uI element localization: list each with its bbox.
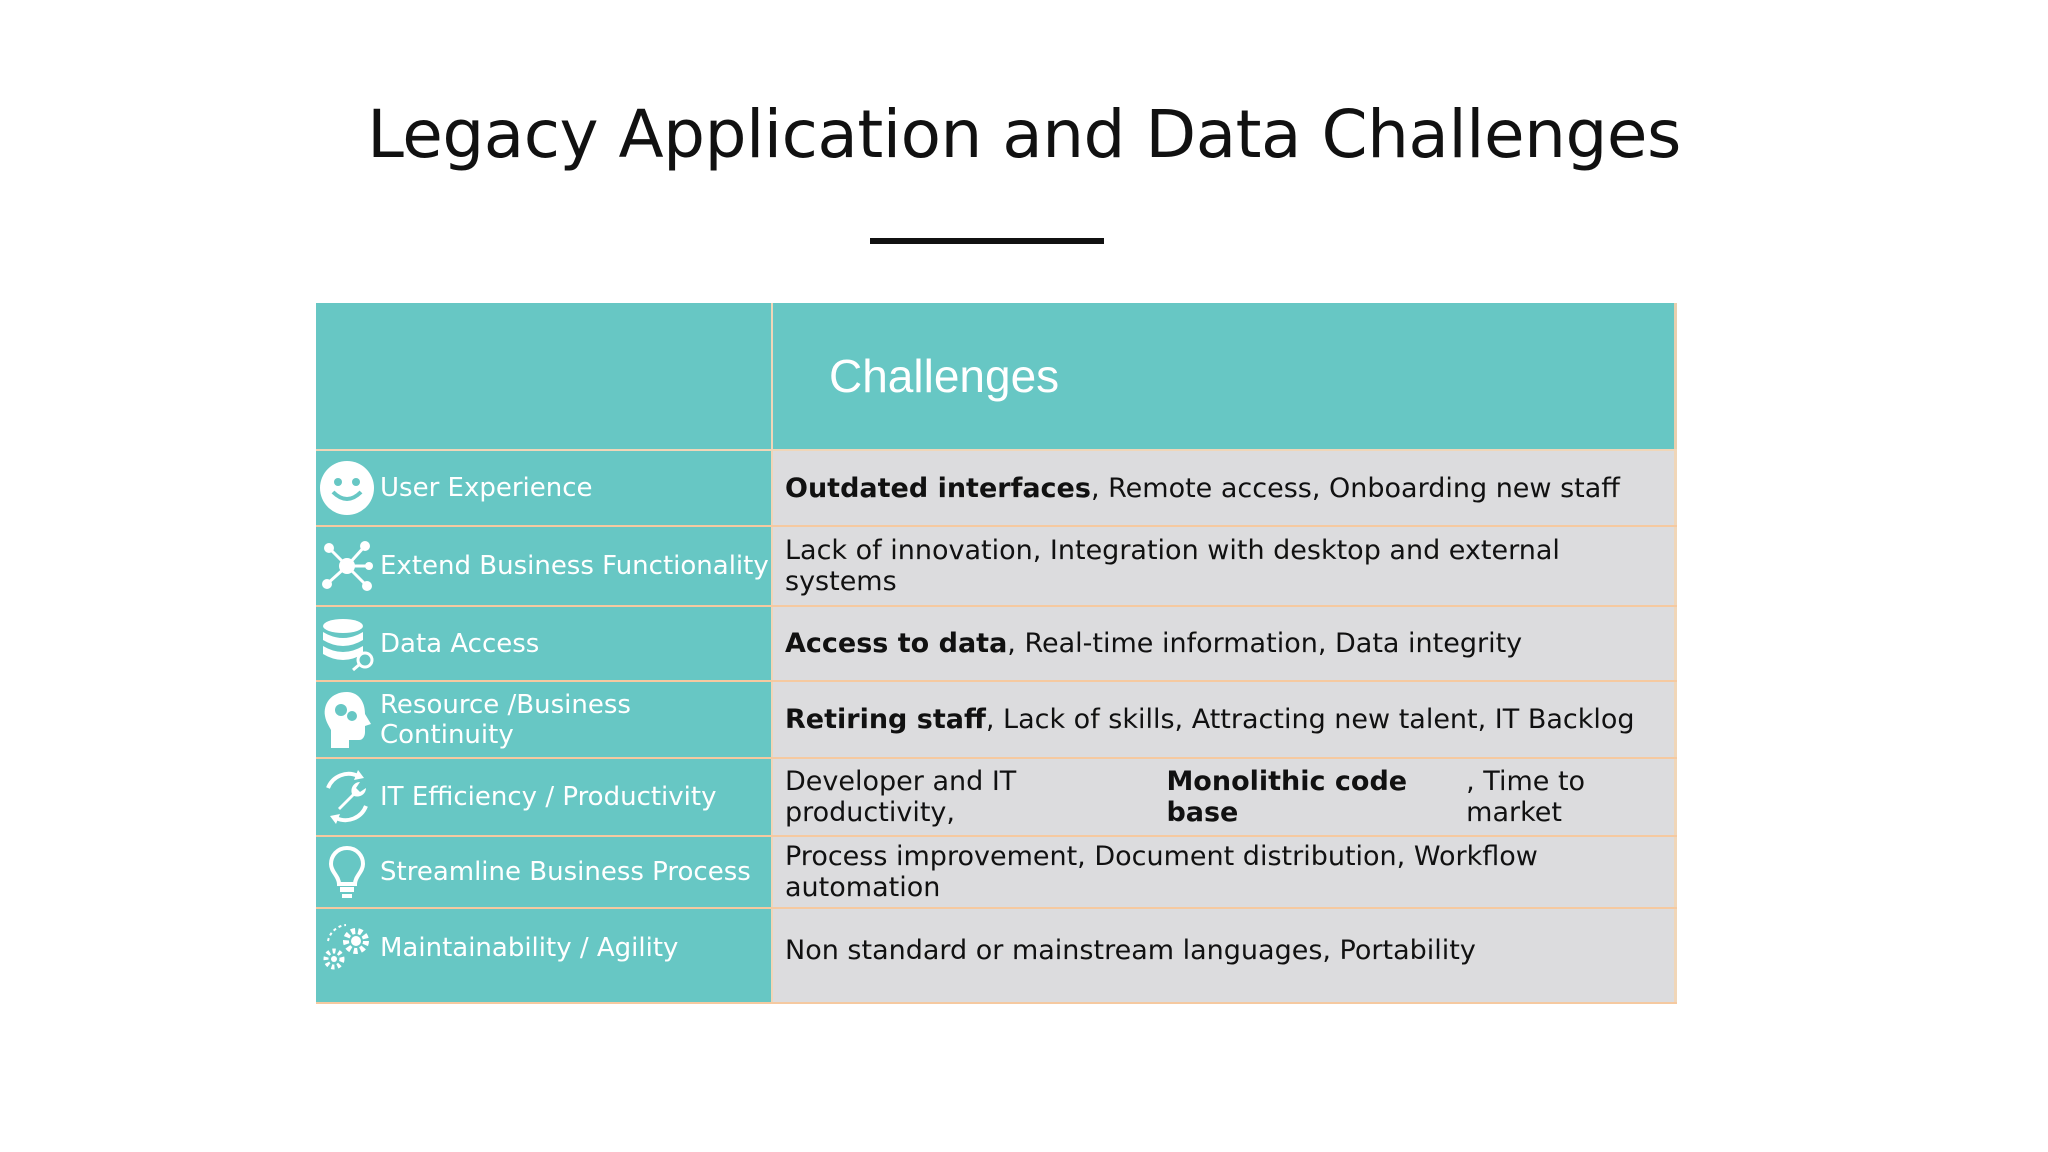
- table-row: [316, 759, 1677, 837]
- challenges-table: [316, 303, 1677, 1004]
- row-label-cell: [316, 607, 773, 680]
- row-text-bold: Outdated interfaces: [785, 472, 1091, 504]
- table-row: [316, 909, 1677, 1004]
- slide-title: Legacy Application and Data Challenges: [367, 96, 1681, 173]
- row-label: IT Efficiency / Productivity: [380, 782, 717, 812]
- row-label: Data Access: [380, 628, 540, 659]
- lightbulb-icon: [318, 843, 376, 901]
- table-header-row: [316, 303, 1677, 451]
- title-underline: [870, 238, 1104, 244]
- row-text-pre: Process improvement, Document distribution, Workflow automation: [785, 841, 1538, 903]
- smiley-face-icon: [318, 459, 376, 517]
- table-row: [316, 607, 1677, 682]
- row-label-cell: [316, 837, 773, 907]
- row-text-pre: Non standard or mainstream languages, Portability: [785, 935, 1476, 966]
- row-challenges: [773, 759, 1677, 835]
- row-text-bold: Retiring staff: [785, 704, 986, 735]
- row-label-cell: [316, 527, 773, 605]
- row-text-post: , Time to market: [1466, 766, 1586, 828]
- database-icon: [318, 615, 376, 673]
- table-row: [316, 527, 1677, 607]
- row-text-bold: Monolithic code base: [1166, 766, 1408, 828]
- gears-icon: [318, 919, 376, 977]
- row-label: Maintainability / Agility: [380, 933, 679, 963]
- row-text-pre: Lack of innovation, Integration with desktop and external systems: [785, 535, 1560, 597]
- header-challenges: Challenges: [773, 303, 1677, 449]
- table-row: [316, 451, 1677, 527]
- row-challenges: [773, 837, 1677, 907]
- row-text-post: , Real-time information, Data integrity: [1007, 628, 1523, 659]
- row-label: User Experience: [380, 473, 593, 503]
- table-row: [316, 837, 1677, 909]
- row-challenges: [773, 451, 1677, 525]
- row-label-cell: [316, 759, 773, 835]
- row-label-cell: [316, 682, 773, 757]
- wrench-cycle-icon: [318, 768, 376, 826]
- head-gears-icon: [318, 691, 376, 749]
- row-challenges: [773, 682, 1677, 757]
- row-label: Extend Business Functionality: [380, 551, 769, 581]
- row-label: Streamline Business Process: [380, 857, 751, 887]
- row-label-cell: [316, 909, 773, 1002]
- row-text-post: , Lack of skills, Attracting new talent, IT Backlog: [985, 704, 1635, 735]
- table-row: [316, 682, 1677, 759]
- row-label-cell: [316, 451, 773, 525]
- row-challenges: [773, 527, 1677, 605]
- row-text-post: , Remote access, Onboarding new staff: [1090, 472, 1620, 504]
- row-text-bold: Access to data: [785, 628, 1008, 659]
- row-challenges: [773, 909, 1677, 1002]
- row-challenges: [773, 607, 1677, 680]
- row-label: Resource /Business Continuity: [380, 689, 631, 750]
- network-nodes-icon: [318, 537, 376, 595]
- header-empty-cell: [316, 303, 773, 449]
- row-text-pre: Developer and IT productivity,: [785, 766, 1017, 828]
